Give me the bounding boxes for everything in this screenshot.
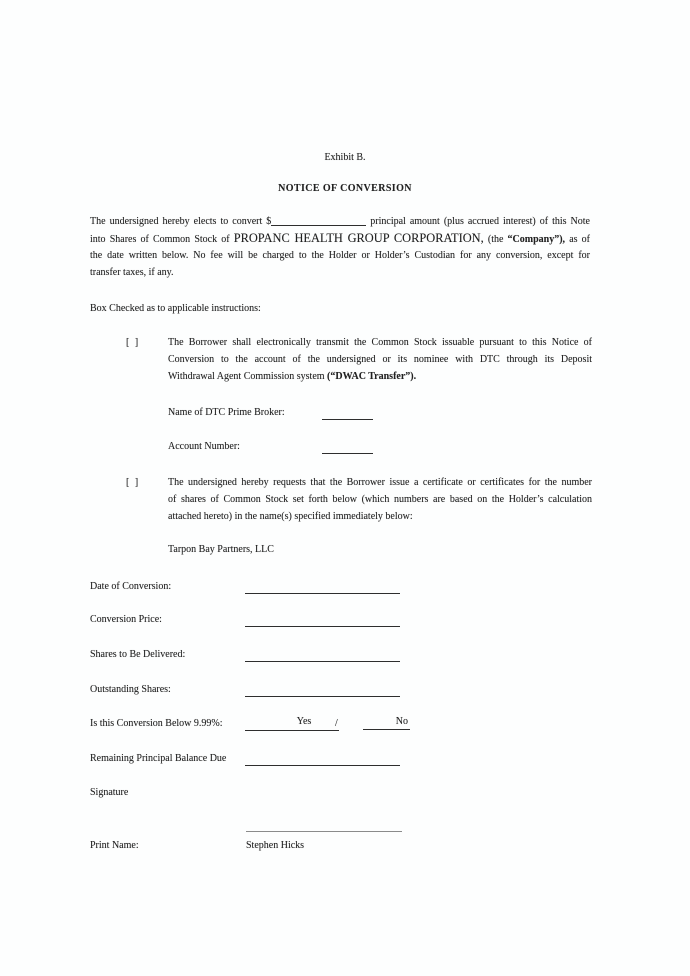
signature-label: Signature: [90, 787, 129, 798]
date-of-conversion-label: Date of Conversion:: [90, 581, 172, 592]
box-checked-heading: Box Checked as to applicable instructions:: [90, 303, 261, 314]
shares-to-be-delivered-blank: [245, 646, 400, 662]
date-of-conversion-blank: [245, 578, 400, 594]
conversion-price-label: Conversion Price:: [90, 614, 162, 625]
remaining-principal-label: Remaining Principal Balance Due: [90, 753, 227, 764]
conversion-below-threshold-row: [90, 715, 600, 732]
print-name-row: [90, 837, 600, 854]
dwac-transfer-bold: (“DWAC Transfer”).: [327, 371, 417, 382]
checkbox-2: [90, 474, 595, 525]
checkbox-2-marker: [ ]: [126, 477, 140, 488]
shares-to-be-delivered-label: Shares to Be Delivered:: [90, 649, 186, 660]
intro-line-4: transfer taxes, if any.: [90, 267, 174, 278]
exhibit-label: Exhibit B.: [324, 152, 366, 163]
dtc-prime-broker-label: Name of DTC Prime Broker:: [168, 407, 285, 418]
conversion-price-row: [90, 611, 600, 628]
conversion-price-blank: [245, 611, 400, 627]
holder-name: Tarpon Bay Partners, LLC: [168, 544, 274, 555]
intro-paragraph: [90, 213, 590, 281]
company-name: PROPANC HEALTH GROUP CORPORATION,: [233, 231, 484, 245]
checkbox-1-text: The Borrower shall electronically transmit the Common Stock issuable pursuant to this Notice of Conversion to the account of the undersigned or its nominee with DTC through its Deposit Withdrawal Agent Commission system (“DWAC Transfer”).: [168, 337, 592, 382]
outstanding-shares-blank: [245, 681, 400, 697]
print-name-label: Print Name:: [90, 840, 139, 851]
signature-line: [246, 831, 402, 832]
intro-line-2: into Shares of Common Stock of PROPANC HEALTH GROUP CORPORATION, (the “Company”), as of: [90, 231, 590, 245]
checkbox-1: [90, 334, 595, 385]
date-of-conversion-row: [90, 578, 600, 595]
yes-no-separator: /: [335, 718, 338, 729]
document-title: NOTICE OF CONVERSION: [278, 183, 412, 194]
dtc-prime-broker-blank: [322, 404, 373, 420]
intro-line-3: the date written below. No fee will be charged to the Holder or Holder’s Custodian for any conversion, except for: [90, 250, 590, 261]
remaining-principal-blank: [245, 750, 400, 766]
checkbox-1-marker: [ ]: [126, 337, 140, 348]
account-number-label: Account Number:: [168, 441, 240, 452]
outstanding-shares-label: Outstanding Shares:: [90, 684, 171, 695]
principal-amount-blank: [271, 225, 366, 226]
checkbox-2-text: The undersigned hereby requests that the Borrower issue a certificate or certificates for the number of shares of Common Stock set forth below (which numbers are based on the Holder’s calculation attached hereto) in the name(s) specified immediately below:: [168, 477, 592, 522]
outstanding-shares-row: [90, 681, 600, 698]
shares-to-be-delivered-row: [90, 646, 600, 663]
account-number-row: [168, 438, 588, 455]
account-number-blank: [322, 438, 373, 454]
no-blank: No: [363, 715, 410, 730]
yes-blank: Yes: [245, 715, 339, 731]
dtc-prime-broker-row: [168, 404, 588, 421]
remaining-principal-row: [90, 750, 600, 767]
intro-line-1: The undersigned hereby elects to convert $ principal amount (plus accrued interest) of this Note: [90, 216, 590, 227]
print-name-value: Stephen Hicks: [246, 840, 305, 851]
conversion-below-threshold-label: Is this Conversion Below 9.99%:: [90, 718, 223, 729]
